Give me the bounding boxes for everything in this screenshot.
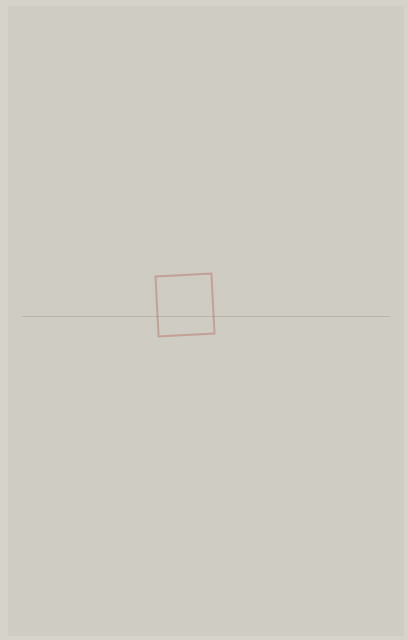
- archive-stamp: [154, 273, 215, 338]
- document-page: [8, 6, 404, 636]
